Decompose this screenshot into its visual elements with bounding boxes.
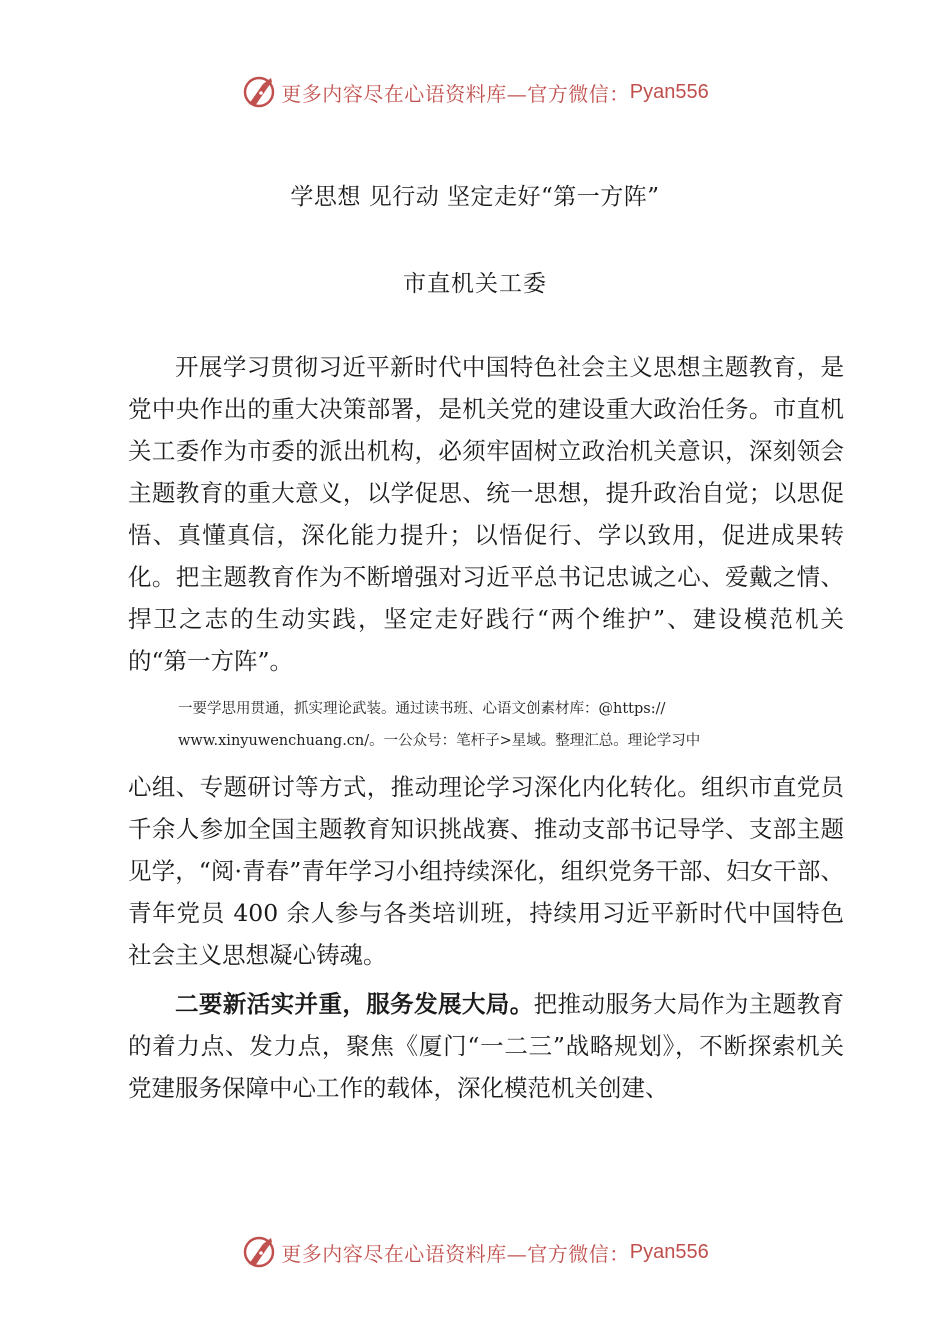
note-line-2: www.xinyuwenchuang.cn/。一公众号：笔杆子>星域。整理汇总。理论学习中	[178, 733, 701, 749]
banner-text: 更多内容尽在心语资料库—官方微信：	[281, 1241, 630, 1266]
banner-text: 更多内容尽在心语资料库—官方微信：	[281, 81, 630, 106]
banner-wechat-id: Pyan556	[629, 1240, 709, 1263]
note-line-1: 一要学思用贯通，抓实理论武装。通过读书班、心语文创素材库：@https://	[178, 701, 666, 717]
banner-wechat-id: Pyan556	[629, 80, 709, 103]
paragraph-3-lead: 二要新活实并重，服务发展大局。	[175, 990, 534, 1018]
document-organization: 市直机关工委	[403, 271, 547, 297]
paragraph-2: 心组、专题研讨等方式，推动理论学习深化内化转化。组织市直党员千余人参加全国主题教育知识挑战赛、推动支部书记导学、支部主题见学，“阅·青春”青年学习小组持续深化，组织党务干部、妇女干部、青年党员 400 余人参与各类培训班，持续用习近平新时代中国特色社会主义思想凝心铸魂。	[128, 773, 844, 969]
document-title: 学思想 见行动 坚定走好“第一方阵”	[290, 184, 660, 210]
paragraph-3-body: 把推动服务大局作为主题教育的着力点、发力点，聚焦《厦门“一二三”战略规划》，不断探索机关党建服务保障中心工作的载体，深化模范机关创建、	[128, 990, 845, 1102]
pen-nib-logo-icon	[241, 1234, 277, 1270]
paragraph-1: 开展学习贯彻习近平新时代中国特色社会主义思想主题教育，是党中央作出的重大决策部署，是机关党的建设重大政治任务。市直机关工委作为市委的派出机构，必须牢固树立政治机关意识，深刻领会主题教育的重大意义，以学促思、统一思想，提升政治自觉；以思促悟、真懂真信，深化能力提升；以悟促行、学以致用，促进成果转化。把主题教育作为不断增强对习近平总书记忠诚之心、爱戴之情、捍卫之志的生动实践，坚定走好践行“两个维护”、建设模范机关的“第一方阵”。	[128, 353, 844, 675]
paragraph-3	[128, 983, 844, 1109]
header-banner	[0, 70, 950, 114]
pen-nib-logo-icon	[241, 74, 277, 110]
footer-banner	[0, 1230, 950, 1274]
